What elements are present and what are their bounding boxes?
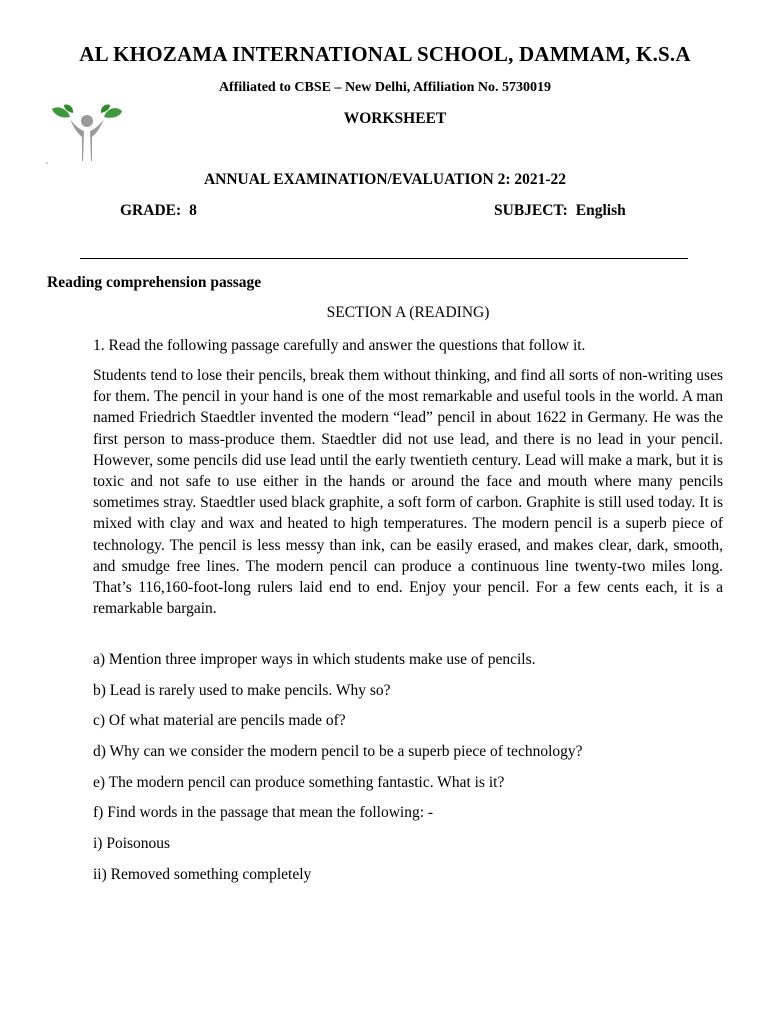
worksheet-label: WORKSHEET (343, 110, 447, 127)
subject-label: SUBJECT: (494, 202, 568, 219)
question-item: b) Lead is rarely used to make pencils. Why so? (93, 682, 391, 699)
section-heading: Reading comprehension passage (47, 274, 262, 291)
subject-value: English (575, 202, 626, 219)
question-item: f) Find words in the passage that mean the following: - (93, 804, 434, 821)
question-item: d) Why can we consider the modern pencil to be a superb piece of technology? (93, 743, 583, 760)
header-divider (80, 258, 688, 259)
exam-title: ANNUAL EXAMINATION/EVALUATION 2: 2021-22 (203, 171, 567, 188)
grade-field (120, 202, 197, 220)
subject-field (494, 202, 626, 220)
question-item: i) Poisonous (93, 835, 171, 852)
reading-passage: Students tend to lose their pencils, break them without thinking, and find all sorts of non-writing uses for them. The pencil in your hand is one of the most remarkable and useful tools in the world. A man named Friedrich Staedtler invented the modern “lead” pencil in about 1622 in Germany. He was the first person to mass-produce them. Staedtler did not use lead, and there is no lead in your pencil. However, some pencils did use lead until the early twentieth century. Lead will make a mark, but it is toxic and not safe to use either in the hands or around the face and mouth where many pencils sometimes stray. Staedtler used black graphite, a soft form of carbon. Graphite is still used today. It is mixed with clay and wax and heated to high temperatures. The modern pencil is a superb piece of technology. The pencil is less messy than ink, can be easily erased, and makes clear, dark, smooth, and smudge free lines. The modern pencil can produce a continuous line twenty-two miles long. That’s 116,160-foot-long rulers laid end to end. Enjoy your pencil. For a few cents each, it is a remarkable bargain. (93, 367, 723, 618)
question-item: e) The modern pencil can produce something fantastic. What is it? (93, 774, 505, 791)
section-label: SECTION A (READING) (326, 304, 490, 321)
instruction-text: 1. Read the following passage carefully and answer the questions that follow it. (93, 337, 586, 354)
question-item: c) Of what material are pencils made of? (93, 712, 346, 729)
affiliation-line: Affiliated to CBSE – New Delhi, Affiliation No. 5730019 (218, 80, 552, 95)
school-name: AL KHOZAMA INTERNATIONAL SCHOOL, DAMMAM, K.S.A (79, 42, 691, 66)
question-item: a) Mention three improper ways in which students make use of pencils. (93, 651, 536, 668)
grade-label: GRADE: (120, 202, 182, 219)
grade-value: 8 (189, 202, 197, 219)
question-item: ii) Removed something completely (93, 866, 312, 883)
